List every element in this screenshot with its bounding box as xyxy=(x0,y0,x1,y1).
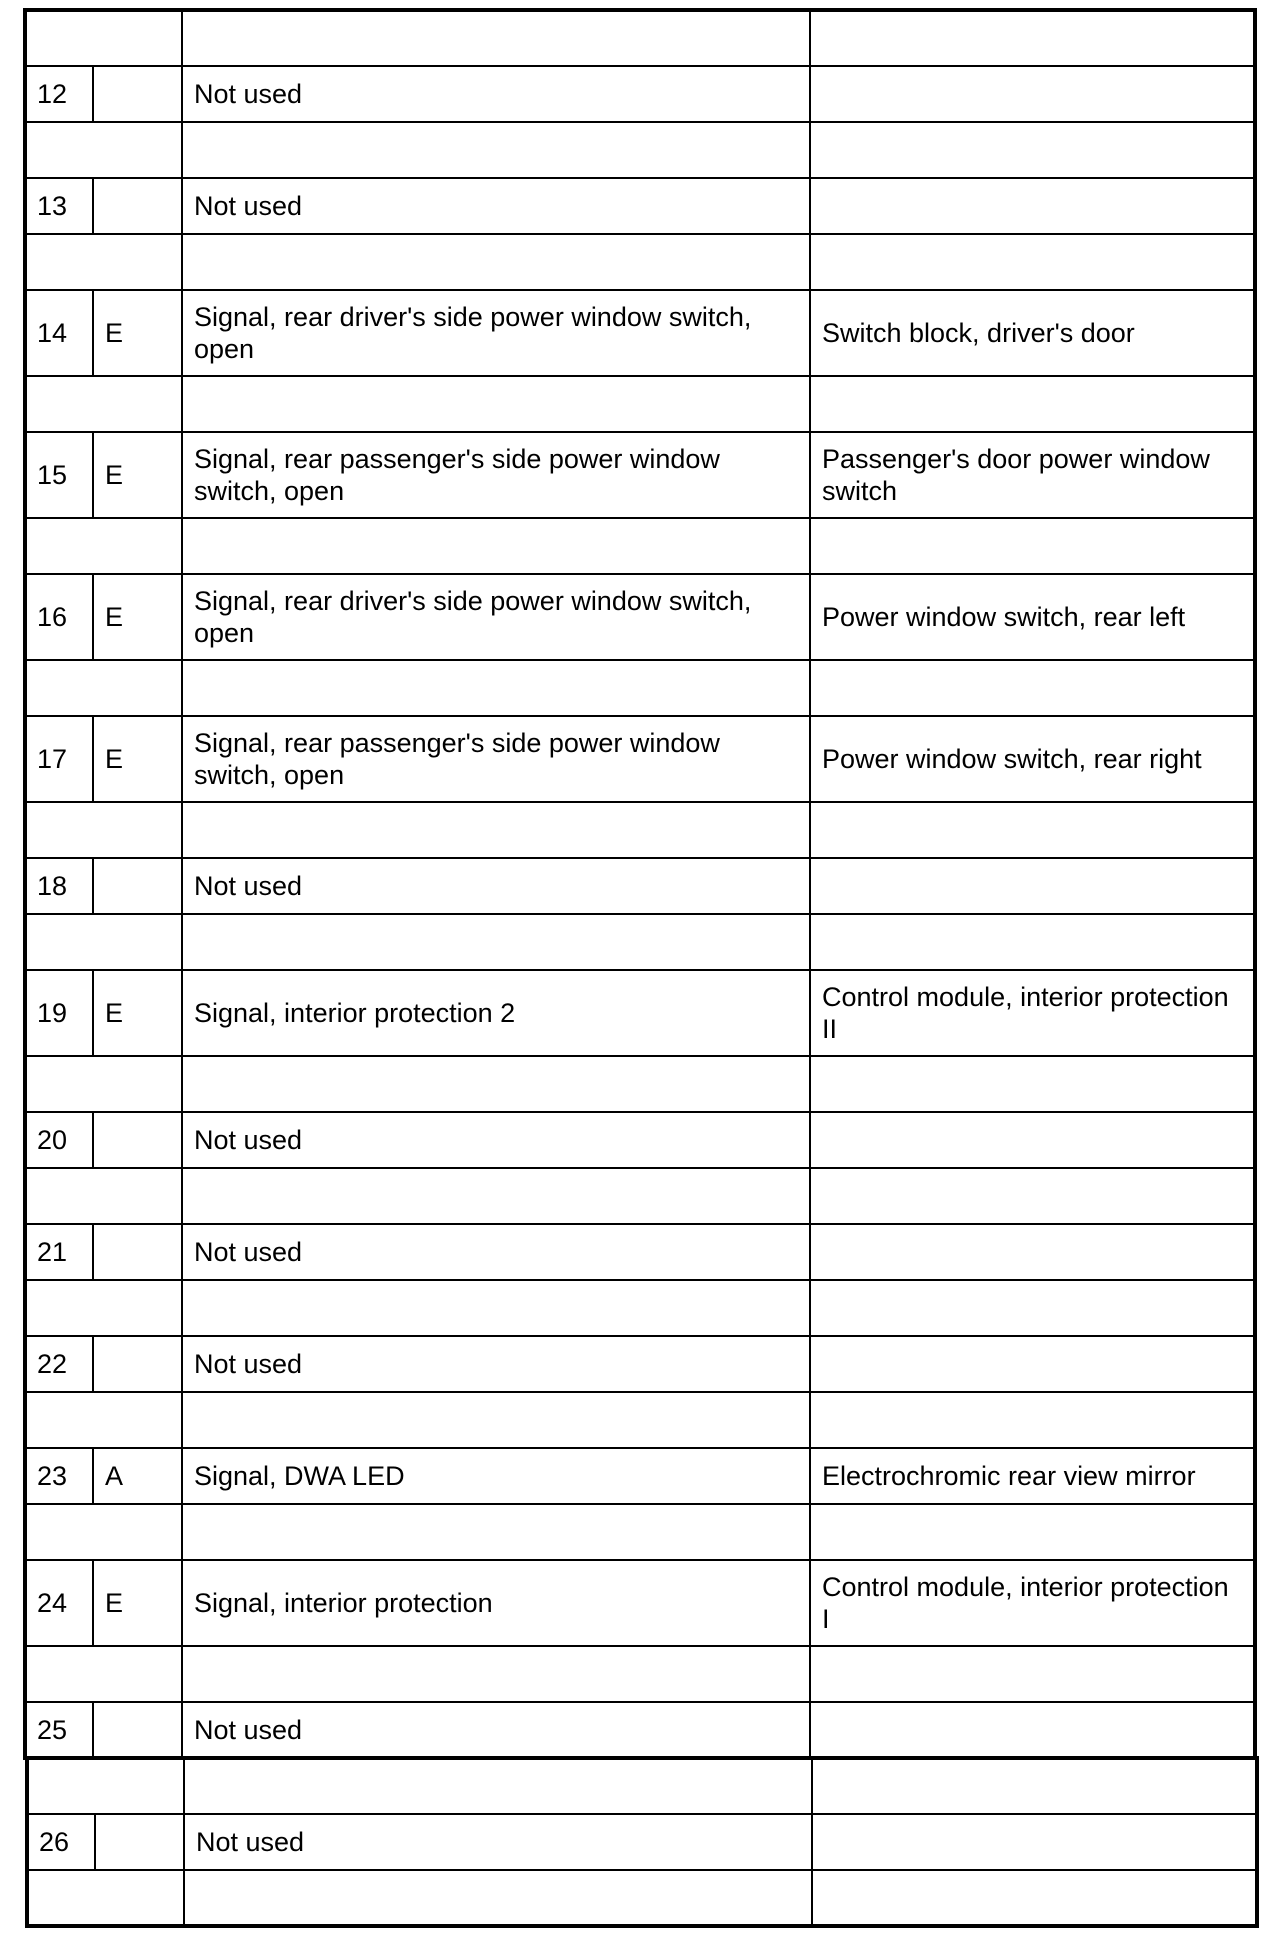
table-border xyxy=(1253,802,1257,858)
table-border xyxy=(23,1448,27,1504)
column-divider xyxy=(809,1280,812,1336)
table-border xyxy=(1253,914,1257,970)
component-name: Electrochromic rear view mirror xyxy=(822,1461,1196,1491)
table-border xyxy=(1253,970,1257,1056)
table-border xyxy=(1255,1758,1259,1814)
table-border xyxy=(23,574,27,660)
row-divider xyxy=(23,1111,1257,1114)
table-border xyxy=(1253,1392,1257,1448)
column-divider xyxy=(181,1112,184,1168)
column-divider xyxy=(181,574,184,660)
signal-description: Not used xyxy=(196,1827,305,1857)
column-divider xyxy=(181,66,184,122)
row-divider xyxy=(25,1869,1259,1872)
row-divider xyxy=(23,1701,1257,1704)
table-border xyxy=(23,518,27,574)
signal-description: Not used xyxy=(194,1715,303,1745)
column-divider xyxy=(92,858,95,914)
column-divider xyxy=(181,1280,184,1336)
column-divider xyxy=(181,1224,184,1280)
column-divider xyxy=(92,1336,95,1392)
column-divider xyxy=(92,432,95,518)
table-border xyxy=(23,970,27,1056)
column-divider xyxy=(809,970,812,1056)
table-border xyxy=(1253,1702,1257,1758)
table-border xyxy=(25,1814,29,1870)
column-divider xyxy=(181,1392,184,1448)
row-divider xyxy=(23,121,1257,124)
column-divider xyxy=(92,574,95,660)
column-divider xyxy=(809,914,812,970)
signal-description: Not used xyxy=(194,1237,303,1267)
table-border xyxy=(1253,234,1257,290)
pin-number: 26 xyxy=(39,1827,70,1857)
table-border xyxy=(1253,66,1257,122)
signal-description: Not used xyxy=(194,191,303,221)
table-border xyxy=(1253,1560,1257,1646)
row-divider xyxy=(23,1335,1257,1338)
signal-description: Signal, rear driver's side power window switch, open xyxy=(194,586,752,648)
table-border xyxy=(25,1924,1259,1928)
column-divider xyxy=(181,432,184,518)
table-border xyxy=(1255,1870,1259,1926)
component-name: Switch block, driver's door xyxy=(822,318,1135,348)
column-divider xyxy=(183,1758,186,1814)
pin-number: 23 xyxy=(37,1461,68,1491)
row-divider xyxy=(23,289,1257,292)
column-divider xyxy=(181,1168,184,1224)
column-divider xyxy=(811,1814,814,1870)
table-border xyxy=(1253,376,1257,432)
component-name: Power window switch, rear left xyxy=(822,602,1186,632)
table-border xyxy=(1253,1646,1257,1702)
row-divider xyxy=(23,1167,1257,1170)
column-divider xyxy=(809,858,812,914)
row-divider xyxy=(23,1756,1259,1760)
column-divider xyxy=(181,234,184,290)
column-divider xyxy=(809,802,812,858)
table-border xyxy=(1253,518,1257,574)
table-border xyxy=(1255,1814,1259,1870)
column-divider xyxy=(811,1758,814,1814)
table-border xyxy=(1253,574,1257,660)
column-divider xyxy=(809,518,812,574)
row-divider xyxy=(23,517,1257,520)
signal-type: A xyxy=(105,1461,124,1491)
pin-number: 15 xyxy=(37,460,68,490)
signal-type: E xyxy=(105,460,124,490)
column-divider xyxy=(809,10,812,66)
column-divider xyxy=(181,1646,184,1702)
row-divider xyxy=(23,1559,1257,1562)
table-border xyxy=(23,1112,27,1168)
column-divider xyxy=(181,716,184,802)
row-divider xyxy=(23,1055,1257,1058)
component-name: Control module, interior protection II xyxy=(822,982,1229,1044)
table-border xyxy=(23,432,27,518)
table-border xyxy=(23,1646,27,1702)
signal-description: Not used xyxy=(194,1349,303,1379)
table-border xyxy=(25,1758,29,1814)
column-divider xyxy=(181,802,184,858)
table-border xyxy=(1253,1224,1257,1280)
row-divider xyxy=(23,659,1257,662)
row-divider xyxy=(23,65,1257,68)
column-divider xyxy=(809,1560,812,1646)
table-border xyxy=(1253,1280,1257,1336)
table-border xyxy=(1253,858,1257,914)
column-divider xyxy=(809,1336,812,1392)
column-divider xyxy=(809,716,812,802)
table-border xyxy=(1253,1112,1257,1168)
table-border xyxy=(23,1056,27,1112)
signal-description: Signal, rear passenger's side power window switch, open xyxy=(194,444,720,506)
column-divider xyxy=(181,122,184,178)
table-border xyxy=(1253,290,1257,376)
table-border xyxy=(23,178,27,234)
pin-number: 17 xyxy=(37,744,68,774)
signal-description: Not used xyxy=(194,79,303,109)
table-border xyxy=(23,122,27,178)
component-name: Power window switch, rear right xyxy=(822,744,1202,774)
column-divider xyxy=(92,66,95,122)
pin-number: 14 xyxy=(37,318,68,348)
column-divider xyxy=(809,1056,812,1112)
column-divider xyxy=(92,716,95,802)
table-border xyxy=(1253,122,1257,178)
column-divider xyxy=(809,1702,812,1758)
row-divider xyxy=(23,1447,1257,1450)
column-divider xyxy=(183,1870,186,1926)
column-divider xyxy=(809,122,812,178)
column-divider xyxy=(92,290,95,376)
row-divider xyxy=(23,857,1257,860)
table-border xyxy=(23,66,27,122)
table-border xyxy=(1253,1504,1257,1560)
column-divider xyxy=(181,290,184,376)
row-divider xyxy=(23,431,1257,434)
column-divider xyxy=(94,1814,97,1870)
signal-description: Signal, interior protection 2 xyxy=(194,998,516,1028)
column-divider xyxy=(92,1112,95,1168)
table-border xyxy=(23,660,27,716)
column-divider xyxy=(181,914,184,970)
column-divider xyxy=(181,178,184,234)
row-divider xyxy=(23,1503,1257,1506)
table-border xyxy=(23,858,27,914)
table-border xyxy=(23,1336,27,1392)
table-border xyxy=(1253,1056,1257,1112)
table-border xyxy=(23,10,27,66)
table-border xyxy=(23,1224,27,1280)
column-divider xyxy=(809,376,812,432)
column-divider xyxy=(809,178,812,234)
signal-description: Signal, interior protection xyxy=(194,1588,493,1618)
column-divider xyxy=(181,1056,184,1112)
row-divider xyxy=(23,913,1257,916)
column-divider xyxy=(92,1448,95,1504)
column-divider xyxy=(181,1702,184,1758)
row-divider xyxy=(25,1813,1259,1816)
signal-description: Signal, DWA LED xyxy=(194,1461,405,1491)
table-border xyxy=(23,1702,27,1758)
table-border xyxy=(23,8,1257,12)
table-border xyxy=(1253,10,1257,66)
row-divider xyxy=(23,1223,1257,1226)
column-divider xyxy=(181,660,184,716)
table-border xyxy=(25,1870,29,1926)
table-border xyxy=(1253,1448,1257,1504)
row-divider xyxy=(23,573,1257,576)
column-divider xyxy=(92,1224,95,1280)
table-border xyxy=(23,716,27,802)
signal-description: Not used xyxy=(194,1125,303,1155)
column-divider xyxy=(181,1560,184,1646)
signal-type: E xyxy=(105,318,124,348)
table-border xyxy=(1253,432,1257,518)
column-divider xyxy=(809,1448,812,1504)
table-border xyxy=(23,1280,27,1336)
pin-number: 25 xyxy=(37,1715,68,1745)
table-border xyxy=(23,802,27,858)
column-divider xyxy=(809,1168,812,1224)
signal-type: E xyxy=(105,998,124,1028)
column-divider xyxy=(92,1560,95,1646)
column-divider xyxy=(181,376,184,432)
component-name: Control module, interior protection I xyxy=(822,1572,1229,1634)
column-divider xyxy=(181,518,184,574)
pin-number: 13 xyxy=(37,191,68,221)
pin-number: 22 xyxy=(37,1349,68,1379)
row-divider xyxy=(23,177,1257,180)
column-divider xyxy=(92,970,95,1056)
table-border xyxy=(1253,1336,1257,1392)
table-border xyxy=(1253,1168,1257,1224)
row-divider xyxy=(23,801,1257,804)
pin-number: 24 xyxy=(37,1588,68,1618)
signal-description: Signal, rear passenger's side power window switch, open xyxy=(194,728,720,790)
signal-description: Signal, rear driver's side power window switch, open xyxy=(194,302,752,364)
column-divider xyxy=(809,660,812,716)
table-border xyxy=(1253,716,1257,802)
row-divider xyxy=(23,1645,1257,1648)
table-border xyxy=(23,234,27,290)
column-divider xyxy=(181,10,184,66)
pin-number: 12 xyxy=(37,79,68,109)
table-border xyxy=(23,1168,27,1224)
column-divider xyxy=(92,178,95,234)
row-divider xyxy=(23,969,1257,972)
table-border xyxy=(23,1504,27,1560)
column-divider xyxy=(809,1224,812,1280)
pin-number: 21 xyxy=(37,1237,68,1267)
table-border xyxy=(1253,178,1257,234)
column-divider xyxy=(809,234,812,290)
column-divider xyxy=(809,290,812,376)
table-border xyxy=(23,290,27,376)
signal-type: E xyxy=(105,602,124,632)
pin-number: 20 xyxy=(37,1125,68,1155)
row-divider xyxy=(23,233,1257,236)
row-divider xyxy=(23,375,1257,378)
table-border xyxy=(23,1560,27,1646)
column-divider xyxy=(809,574,812,660)
column-divider xyxy=(809,1646,812,1702)
table-border xyxy=(1253,660,1257,716)
column-divider xyxy=(181,1336,184,1392)
signal-type: E xyxy=(105,1588,124,1618)
table-border xyxy=(23,1392,27,1448)
row-divider xyxy=(23,715,1257,718)
column-divider xyxy=(809,1112,812,1168)
column-divider xyxy=(809,1392,812,1448)
signal-type: E xyxy=(105,744,124,774)
row-divider xyxy=(23,1391,1257,1394)
column-divider xyxy=(92,1702,95,1758)
column-divider xyxy=(181,970,184,1056)
column-divider xyxy=(181,1448,184,1504)
column-divider xyxy=(811,1870,814,1926)
pin-number: 16 xyxy=(37,602,68,632)
column-divider xyxy=(183,1814,186,1870)
pin-number: 19 xyxy=(37,998,68,1028)
table-border xyxy=(23,376,27,432)
pin-number: 18 xyxy=(37,871,68,901)
component-name: Passenger's door power window switch xyxy=(822,444,1210,506)
row-divider xyxy=(23,1279,1257,1282)
column-divider xyxy=(809,432,812,518)
column-divider xyxy=(809,66,812,122)
signal-description: Not used xyxy=(194,871,303,901)
table-border xyxy=(23,914,27,970)
column-divider xyxy=(809,1504,812,1560)
column-divider xyxy=(181,1504,184,1560)
column-divider xyxy=(181,858,184,914)
